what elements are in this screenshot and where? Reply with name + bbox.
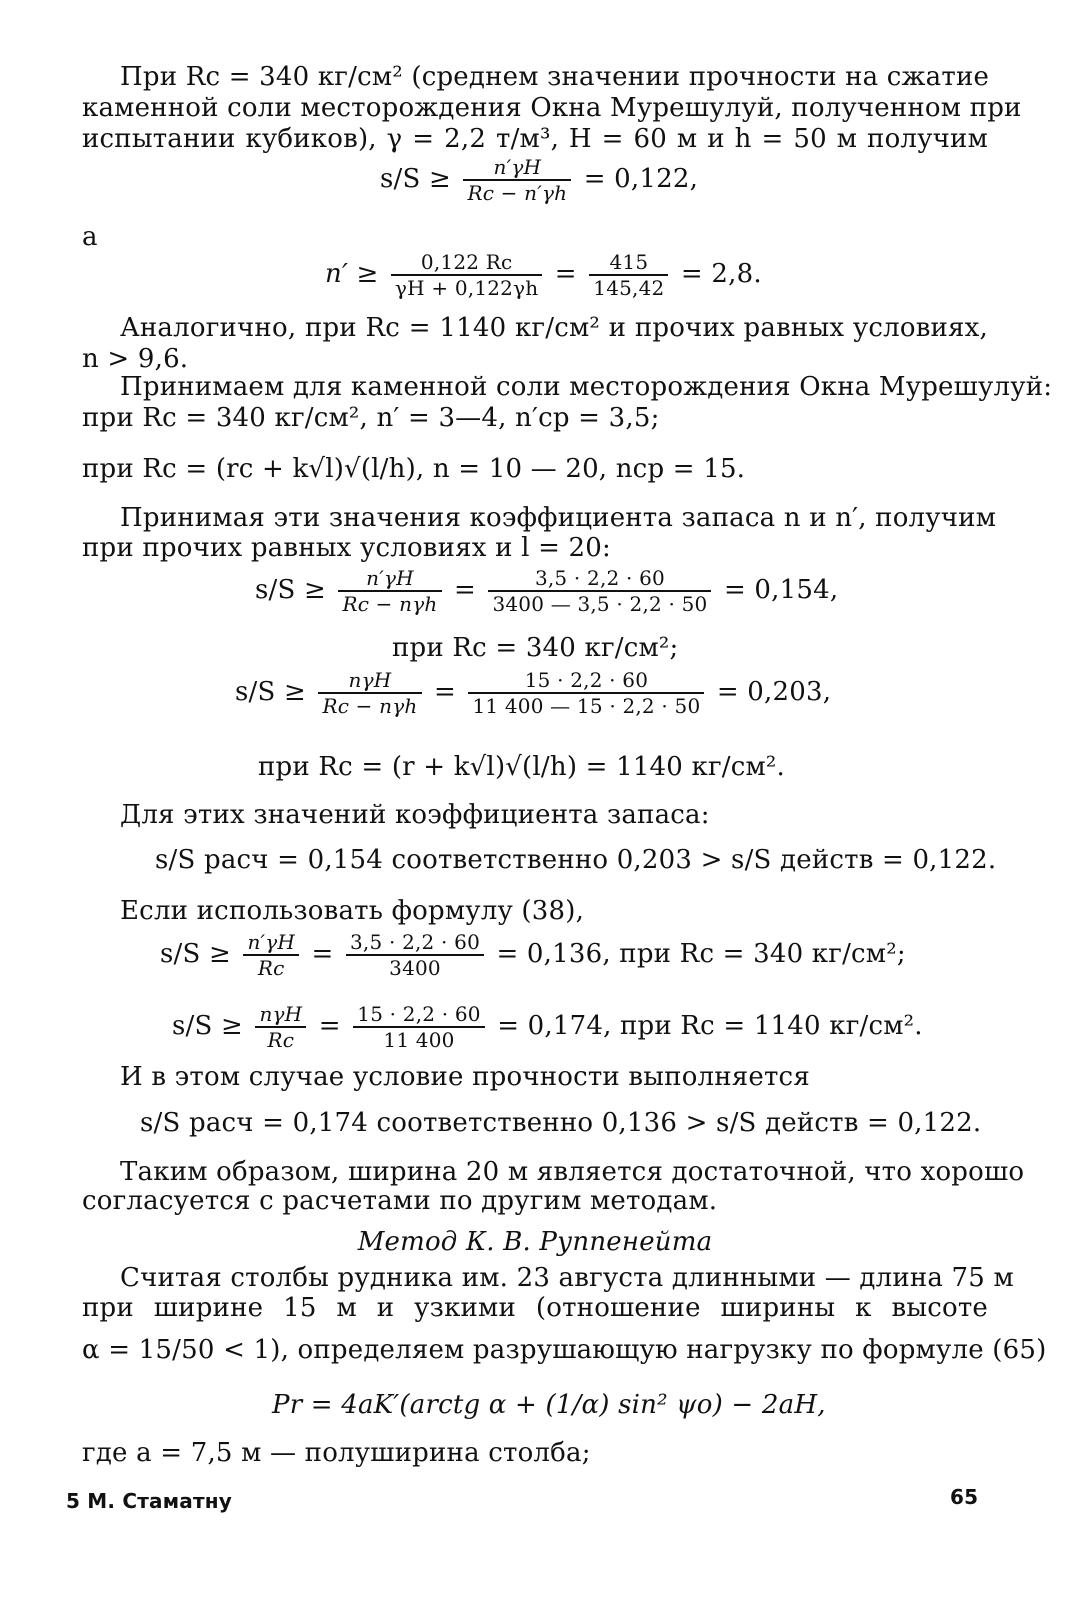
text-line: при Rс = (rс + k√l)√(l/h), n = 10 — 20, nср = 15. bbox=[82, 454, 746, 484]
equation-lhs: s/S ≥ bbox=[380, 164, 451, 194]
fraction bbox=[338, 566, 441, 616]
text-line: Если использовать формулу (38), bbox=[120, 896, 585, 926]
text-line: α = 15/50 < 1), определяем разрушающую нагрузку по формуле (65) bbox=[82, 1335, 1047, 1365]
fraction-numerator: 415 bbox=[609, 250, 649, 274]
equation-line: s/S расч = 0,174 соответственно 0,136 > s/S действ = 0,122. bbox=[140, 1108, 982, 1138]
equation-5: s/S ≥ $\frac{n'\gamma H}{Rс}$ = $\frac{3,5 \cdot 2,2 \cdot 60}{3400}$ = 0,136, при Rс = 340 кг/см²; bbox=[160, 930, 906, 980]
fraction-denominator: 11 400 bbox=[353, 1026, 484, 1052]
fraction-denominator: 145,42 bbox=[589, 274, 668, 300]
fraction bbox=[318, 668, 421, 718]
fraction-denominator: Rс − nγh bbox=[338, 590, 441, 616]
equation-rhs: = 0,136, при Rс = 340 кг/см²; bbox=[496, 939, 906, 969]
equation-lhs: s/S ≥ bbox=[235, 677, 306, 707]
fraction-denominator: γH + 0,122γh bbox=[391, 274, 542, 300]
page-number: 65 bbox=[950, 1485, 979, 1509]
equation-rhs: = 0,154, bbox=[723, 575, 839, 605]
fraction-denominator: 11 400 — 15 · 2,2 · 50 bbox=[468, 692, 704, 718]
fraction bbox=[589, 250, 668, 300]
fraction bbox=[488, 566, 711, 616]
fraction bbox=[243, 930, 299, 980]
fraction-denominator: 3400 — 3,5 · 2,2 · 50 bbox=[488, 590, 711, 616]
text-line: При Rс = 340 кг/см² (среднем значении прочности на сжатие bbox=[120, 62, 990, 92]
equation-rhs: = 2,8. bbox=[680, 259, 762, 289]
equation-3: s/S ≥ $\frac{n'\gamma H}{\text{Rс − nγh}}$ = $\frac{3,5 \cdot 2,2 \cdot 60}{3400 — 3,5 \cdot 2,2 \cdot 50}$ = 0,154, bbox=[255, 566, 839, 616]
text-line: Принимаем для каменной соли месторождения Окна Мурешулуй: bbox=[120, 372, 1053, 402]
footer-signature: 5 М. Стаматну bbox=[66, 1489, 232, 1513]
text-line: испытании кубиков), γ = 2,2 т/м³, H = 60 м и h = 50 м получим bbox=[82, 124, 988, 154]
section-heading: Метод К. В. Руппенейта bbox=[357, 1227, 713, 1257]
fraction bbox=[255, 1002, 306, 1052]
fraction-numerator: 3,5 · 2,2 · 60 bbox=[534, 566, 665, 590]
fraction bbox=[391, 250, 542, 300]
fraction-denominator: Rс − n′γh bbox=[463, 179, 571, 205]
equation-lhs: s/S ≥ bbox=[172, 1011, 243, 1041]
text-line: Таким образом, ширина 20 м является достаточной, что хорошо bbox=[120, 1157, 1025, 1187]
equation-condition: при Rс = (r + k√l)√(l/h) = 1140 кг/см². bbox=[258, 752, 786, 782]
text-line: Для этих значений коэффициента запаса: bbox=[120, 800, 710, 830]
fraction-numerator: n′γH bbox=[366, 566, 414, 590]
equation-lhs: s/S ≥ bbox=[160, 939, 231, 969]
fraction-numerator: nγH bbox=[259, 1002, 303, 1026]
fraction-numerator: nγH bbox=[348, 668, 392, 692]
equation-4: s/S ≥ $\frac{\text{nγH}}{\text{Rс − nγh}}$ = $\frac{15 \cdot 2,2 \cdot 60}{11 400 — 15 \cdot 2,2 \cdot 50}$ = 0,203, bbox=[235, 668, 832, 718]
text-line: каменной соли месторождения Окна Мурешулуй, полученном при bbox=[82, 93, 1022, 123]
fraction-numerator: n′γH bbox=[493, 155, 542, 179]
fraction-numerator: n′γH bbox=[247, 930, 296, 954]
fraction-numerator: 15 · 2,2 · 60 bbox=[357, 1002, 481, 1026]
equation-1 bbox=[380, 155, 698, 205]
fraction-denominator: Rс bbox=[243, 954, 299, 980]
fraction-denominator: 3400 bbox=[346, 954, 484, 980]
text-line: Аналогично, при Rс = 1140 кг/см² и прочих равных условиях, bbox=[120, 313, 988, 343]
text-line: Считая столбы рудника им. 23 августа длинными — длина 75 м bbox=[120, 1263, 1014, 1293]
equation-rhs: = 0,122, bbox=[583, 164, 699, 194]
fraction-numerator: 0,122 Rс bbox=[420, 250, 513, 274]
text-line: при прочих равных условиях и l = 20: bbox=[82, 533, 611, 563]
fraction-numerator: 15 · 2,2 · 60 bbox=[524, 668, 649, 692]
equals-sign: = bbox=[554, 259, 577, 289]
fraction bbox=[468, 668, 704, 718]
text-line: при ширине 15 м и узкими (отношение ширины к высоте bbox=[82, 1293, 988, 1323]
fraction-denominator: Rс − nγh bbox=[318, 692, 421, 718]
fraction-numerator: 3,5 · 2,2 · 60 bbox=[350, 930, 481, 954]
text-line: И в этом случае условие прочности выполняется bbox=[120, 1062, 810, 1092]
text-line: а bbox=[82, 222, 98, 252]
fraction bbox=[463, 155, 571, 205]
equation-2 bbox=[325, 250, 762, 300]
fraction bbox=[353, 1002, 484, 1052]
text-line: n > 9,6. bbox=[82, 344, 189, 374]
equation-lhs: s/S ≥ bbox=[255, 575, 326, 605]
equation-rhs: = 0,174, при Rс = 1140 кг/см². bbox=[497, 1011, 923, 1041]
text-line: Принимая эти значения коэффициента запаса n и n′, получим bbox=[120, 503, 997, 533]
equation-rhs: = 0,203, bbox=[716, 677, 832, 707]
equation-7: Pr = 4aK′(arctg α + (1/α) sin² ψо) − 2aH, bbox=[272, 1390, 826, 1420]
text-line: согласуется с расчетами по другим методам. bbox=[82, 1186, 718, 1216]
equation-lhs: n′ ≥ bbox=[325, 259, 379, 289]
text-line: при Rс = 340 кг/см², n′ = 3—4, n′ср = 3,5; bbox=[82, 403, 660, 433]
equation-condition: при Rс = 340 кг/см²; bbox=[392, 633, 679, 663]
fraction-denominator: Rс bbox=[255, 1026, 306, 1052]
text-line: где a = 7,5 м — полуширина столба; bbox=[82, 1438, 591, 1468]
equation-6: s/S ≥ $\frac{\text{nγH}}{Rс}$ = $\frac{15 \cdot 2,2 \cdot 60}{11 400}$ = 0,174, при Rс = 1140 кг/см². bbox=[172, 1002, 923, 1052]
equation-line: s/S расч = 0,154 соответственно 0,203 > s/S действ = 0,122. bbox=[155, 845, 997, 875]
fraction bbox=[346, 930, 484, 980]
